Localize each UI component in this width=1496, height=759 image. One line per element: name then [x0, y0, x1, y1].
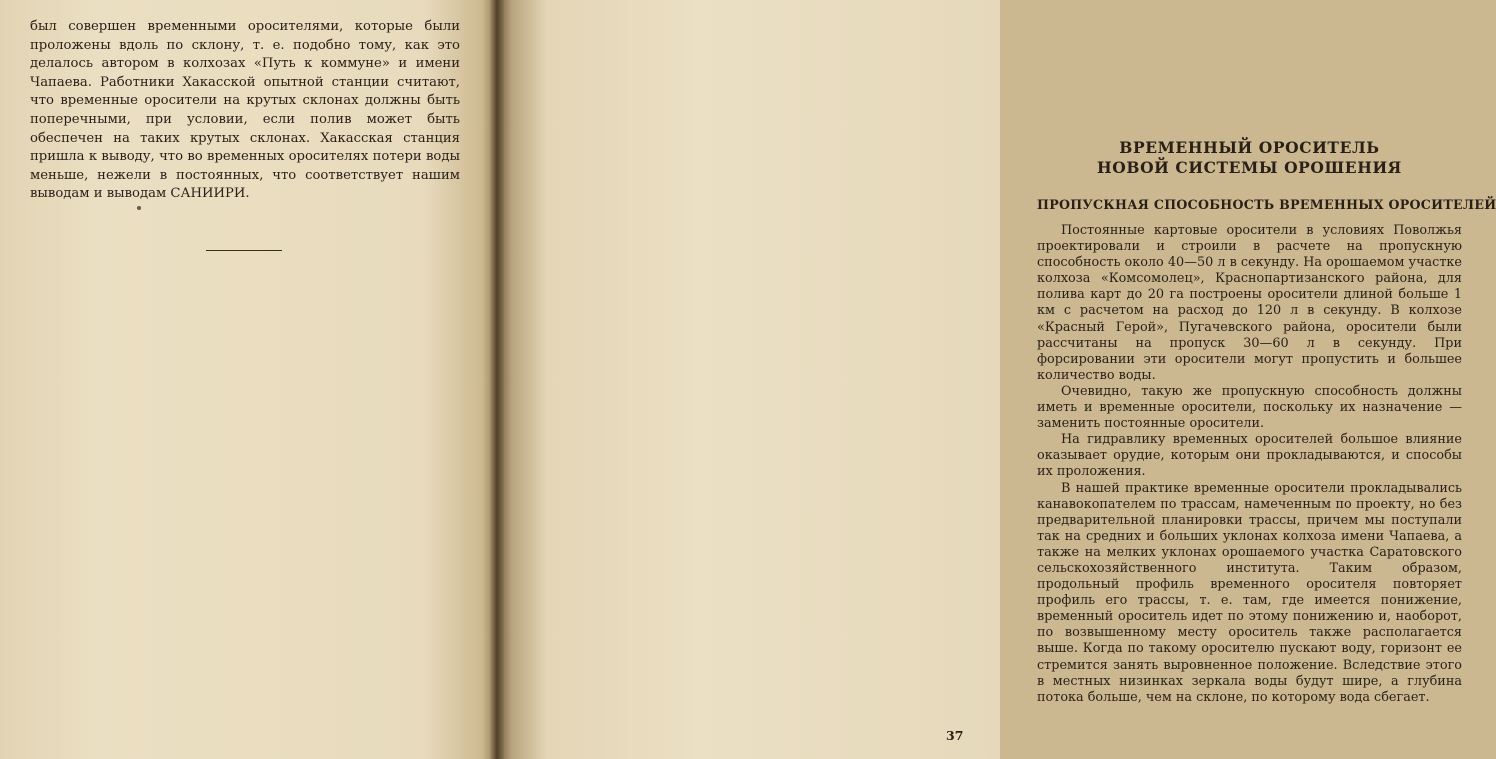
chapter-title	[1037, 138, 1462, 178]
left-page	[0, 0, 497, 759]
page-number: 37	[946, 728, 964, 743]
book-gutter	[490, 0, 504, 759]
right-page-body	[1037, 223, 1462, 706]
chapter-title-line-2: НОВОЙ СИСТЕМЫ ОРОШЕНИЯ	[1097, 158, 1402, 177]
section-title: ПРОПУСКНАЯ СПОСОБНОСТЬ ВРЕМЕННЫХ ОРОСИТЕЛЕЙ	[1037, 197, 1496, 212]
left-page-text	[30, 18, 460, 204]
body-paragraph-4: В нашей практике временные оросители прокладывались канавокопателем по трассам, намеченным по проекту, но без предварительной планировки трассы, причем мы поступали так на средних и больших уклонах колхоза имени Чапаева, а также на мелких уклонах орошаемого участка Саратовского сельскохозяйственного института. Таким образом, продольный профиль временного оросителя повторяет профиль его трассы, т. е. там, где имеется понижение, временный ороситель идет по этому понижению и, наоборот, по возвышенному месту ороситель также располагается выше. Когда по такому оросителю пускают воду, горизонт ее стремится занять выровненное положение. Вследствие этого в местных низинках зеркала воды будут шире, а глубина потока больше, чем на склоне, по которому вода сбегает.	[1037, 480, 1462, 705]
right-page-column	[1037, 138, 1496, 706]
left-paragraph: был совершен временными оросителями, которые были проложены вдоль по склону, т. е. подобно тому, как это делалось автором в колхозах «Путь к коммуне» и имени Чапаева. Работники Хакасской опытной станции считают, что временные оросители на крутых склонах должны быть поперечными, при условии, если полив может быть обеспечен на таких крутых склонах. Хакасская станция пришла к выводу, что во временных оросителях потери воды меньше, нежели в постоянных, что соответствует нашим выводам и выводам САНИИРИ.	[30, 19, 460, 202]
end-of-section-rule	[206, 250, 282, 251]
chapter-title-line-1: ВРЕМЕННЫЙ ОРОСИТЕЛЬ	[1119, 138, 1380, 157]
ink-speck	[137, 206, 141, 210]
right-page	[497, 0, 1496, 759]
body-paragraph-1: Постоянные картовые оросители в условиях Поволжья проектировали и строили в расчете на пропускную способность около 40—50 л в секунду. На орошаемом участке колхоза «Комсомолец», Краснопартизанского района, для полива карт до 20 га построены оросители длиной больше 1 км с расчетом на расход до 120 л в секунду. В колхозе «Красный Герой», Пугачевского района, оросители были рассчитаны на пропуск 30—60 л в секунду. При форсировании эти оросители могут пропустить и большее количество воды.	[1037, 223, 1462, 383]
body-paragraph-2: Очевидно, такую же пропускную способность должны иметь и временные оросители, поскольку их назначение — заменить постоянные оросители.	[1037, 383, 1462, 432]
body-paragraph-3: На гидравлику временных оросителей большое влияние оказывает орудие, которым они прокладываются, и способы их проложения.	[1037, 432, 1462, 480]
